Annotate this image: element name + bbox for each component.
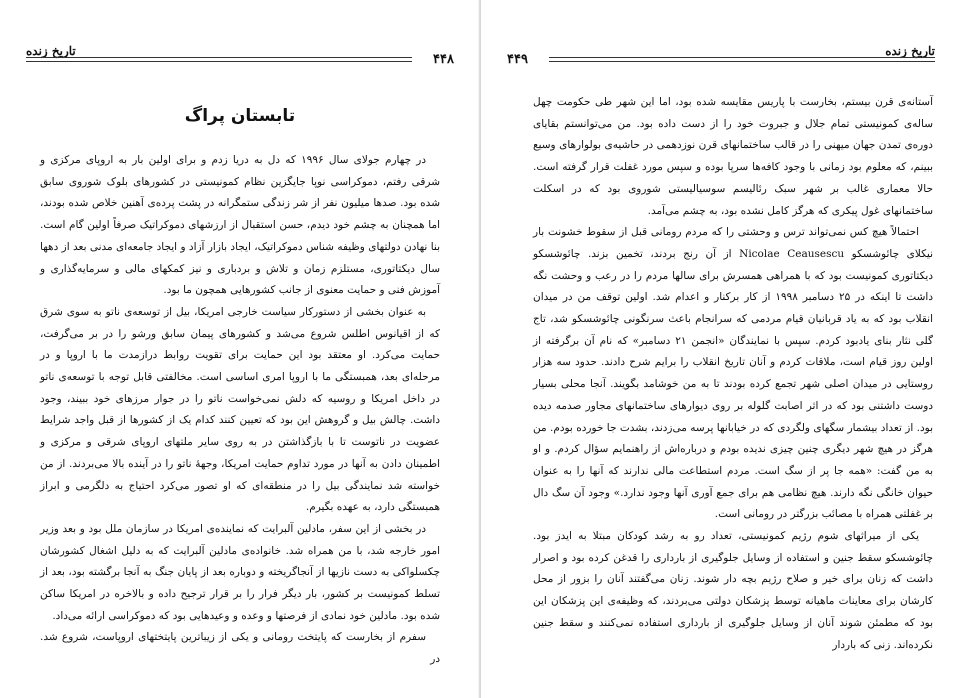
header-rule [549, 57, 935, 62]
paragraph: احتمالاً هیچ کس نمی‌تواند ترس و وحشتی را که مردم رومانی قبل از سقوط خشونت بار نیکلای چائوشسکو Nicolae Ceausescu از آن رنج بردند، تخمین بزند. چائوشسکو دیکتاتوری کمونیست بود که با همراهی همسرش برای سالها مردم را در رعب و وحشت نگه داشت تا اینکه در ۲۵ دسامبر ۱۹۹۸ از کار برکنار و اعدام شد. اولین توقف من در میدان انقلاب بود که به یاد قربانیان قیام مردمی که سرانجام باعث سرنگونی چائوشسکو شد، تاج گلی نثار بنای یادبود کردم. سپس با نمایندگان «انجمن ۲۱ دسامبر» که نام آن برگرفته از اولین روز قیام است، ملاقات کردم و آنان تاریخ انقلاب را برایم شرح دادند. حدود سه هزار روستایی در میدان اصلی شهر تجمع کرده بودند تا به من خوشامد بگویند. آنجا محلی بسیار دوست داشتنی بود که در اثر اصابت گلوله بر روی دیوارهای ساختمانهای مجاور صدمه دیده بود. از تعداد بیشمار سگهای ولگردی که در خیابانها پرسه می‌زدند، بشدت جا خورده بودم. من هرگز در هیچ شهر دیگری چنین چیزی ندیده بودم و درباره‌اش از راهنمایم سؤال کردم. و او به من گفت: «همه جا پر از سگ است. مردم استطاعت مالی ندارند که آنها را به عنوان حیوان خانگی نگه دارند. هیچ نظامی هم برای جمع آوری آنها وجود ندارد.» وجود آن سگ دال بر غفلتی همراه با مصائب بزرگتر در رومانی است. [533, 226, 934, 521]
left-page [0, 0, 480, 698]
left-page-body [40, 150, 440, 671]
paragraph: سفرم از بخارست که پایتخت رومانی و یکی از زیباترین پایتختهای اروپاست، شروع شد. در [40, 631, 440, 666]
page-number: ۴۴۹ [507, 52, 528, 67]
paragraph: در چهارم جولای سال ۱۹۹۶ که دل به دریا زدم و برای اولین بار به اروپای مرکزی و شرقی رفتم، دموکراسی نوپا جایگزین نظام کمونیستی در کشورهای بلوک شوروی سابق شده بود. صدها میلیون نفر از شر زندگی ستمگرانه در پشت پرده‌ی آهنین خلاص شده بودند، اما همچنان به چشم خود دیدم، حسن استقبال از ارزشهای دموکراتیک صرفاً اولین گام است. بنا نهادن دولتهای وظیفه شناس دموکراتیک، ایجاد بازار آزاد و ایجاد جامعه‌ای مدنی بعد از دهها سال دیکتاتوری، مستلزم زمان و تلاش و بردباری و نیز کمکهای مالی و سرمایه‌گذاری و آموزش فنی و حمایت معنوی از جانب کشورهایی همچون ما بود. [40, 154, 440, 297]
paragraph: آستانه‌ی قرن بیستم، بخارست با پاریس مقایسه شده بود، اما این شهر طی حکومت چهل ساله‌ی کمونیستی تمام جلال و جبروت خود را از دست داده بود. من می‌توانستم بقایای دوره‌ی تمدن جهان میهنی را در قالب ساختمانهای قرن نوزدهمی در حاشیه‌ی بولوارهای وسیع ببینم، که معلوم بود زمانی با وجود کافه‌ها سرپا بوده و سپس مورد غفلت قرار گرفته است. حالا معماری غالب بر شهر سبک رئالیسم سوسیالیستی شوروی بود که در اسکلت ساختمانهای غول پیکری که هرگز کامل نشده بود، به چشم می‌آمد. [533, 96, 933, 217]
paragraph: یکی از میراثهای شوم رژیم کمونیستی، تعداد رو به رشد کودکان مبتلا به ایدز بود. چائوشسکو سقط جنین و استفاده از وسایل جلوگیری از بارداری را قدغن کرده بود و اصرار داشت که زنان برای خیر و صلاح رژیم بچه دار شوند. زنان می‌گفتند آنان را بزور از محل کارشان برای معاینات ماهیانه توسط پزشکان دولتی می‌بردند، که وظیفه‌ی این پزشکان این بود که مطمئن شوند آنان از وسایل جلوگیری از بارداری استفاده نمی‌کنند و سقط جنین نکرده‌اند. زنی که باردار [533, 530, 933, 651]
right-page-header [507, 42, 935, 72]
paragraph: به عنوان بخشی از دستورکار سیاست خارجی امریکا، بیل از توسعه‌ی ناتو به سوی شرق که از اقیانوس اطلس شروع می‌شد و کشورهای پیمان سابق ورشو را در بر می‌گرفت، حمایت می‌کرد. او معتقد بود این حمایت برای تقویت روابط درازمدت ما با اروپا و در مرحله‌ای بعد، همبستگی ما با اروپا امری اساسی است. مخالفتی قابل توجه با توسعه‌ی ناتو در داخل امریکا و روسیه که دلش نمی‌خواست ناتو را در جوار مرزهای خود ببیند، وجود داشت. چالش بیل و گروهش این بود که تعیین کنند کدام یک از کشورها از قبل واجد شرایط عضویت در ناتوست تا با بازگذاشتن در به روی سایر ملتهای اروپای شرقی و مرکزی و اطمینان دادن به آنها در مورد تداوم حمایت امریکا، وجههٔ ناتو را در آینده بالا می‌بردند. از من خواسته شد نمایندگی بیل را در منطقه‌ای که او تصور می‌کرد احتیاج به دلگرمی و ابراز همبستگی دارد، به عهده بگیرم. [40, 305, 440, 514]
page-number: ۴۴۸ [433, 52, 454, 67]
right-page-body [533, 92, 933, 656]
right-page [481, 0, 961, 698]
running-title: تاریخ زنده [26, 44, 76, 58]
running-title: تاریخ زنده [885, 44, 935, 58]
paragraph: در بخشی از این سفر، مادلین آلبرایت که نماینده‌ی امریکا در سازمان ملل بود و بعد وزیر امور خارجه شد، با من همراه شد. خانواده‌ی مادلین آلبرایت که به دلیل اشغال کشورشان چکسلواکی به دست نازیها از آنجاگریخته و دوباره بعد از پایان جنگ به آنجا برگشته بود، بعد از تسلط کمونیست بر کشور، بار دیگر فرار را بر قرار ترجیح داده و بالاخره در امریکا ساکن شده بود. مادلین خود نمادی از فرصتها و وعده و وعیدهایی بود که دموکراسی ارائه می‌داد. [40, 522, 440, 622]
header-rule [26, 57, 412, 62]
left-page-header [26, 42, 454, 72]
chapter-title: تابستان پراگ [184, 106, 296, 126]
